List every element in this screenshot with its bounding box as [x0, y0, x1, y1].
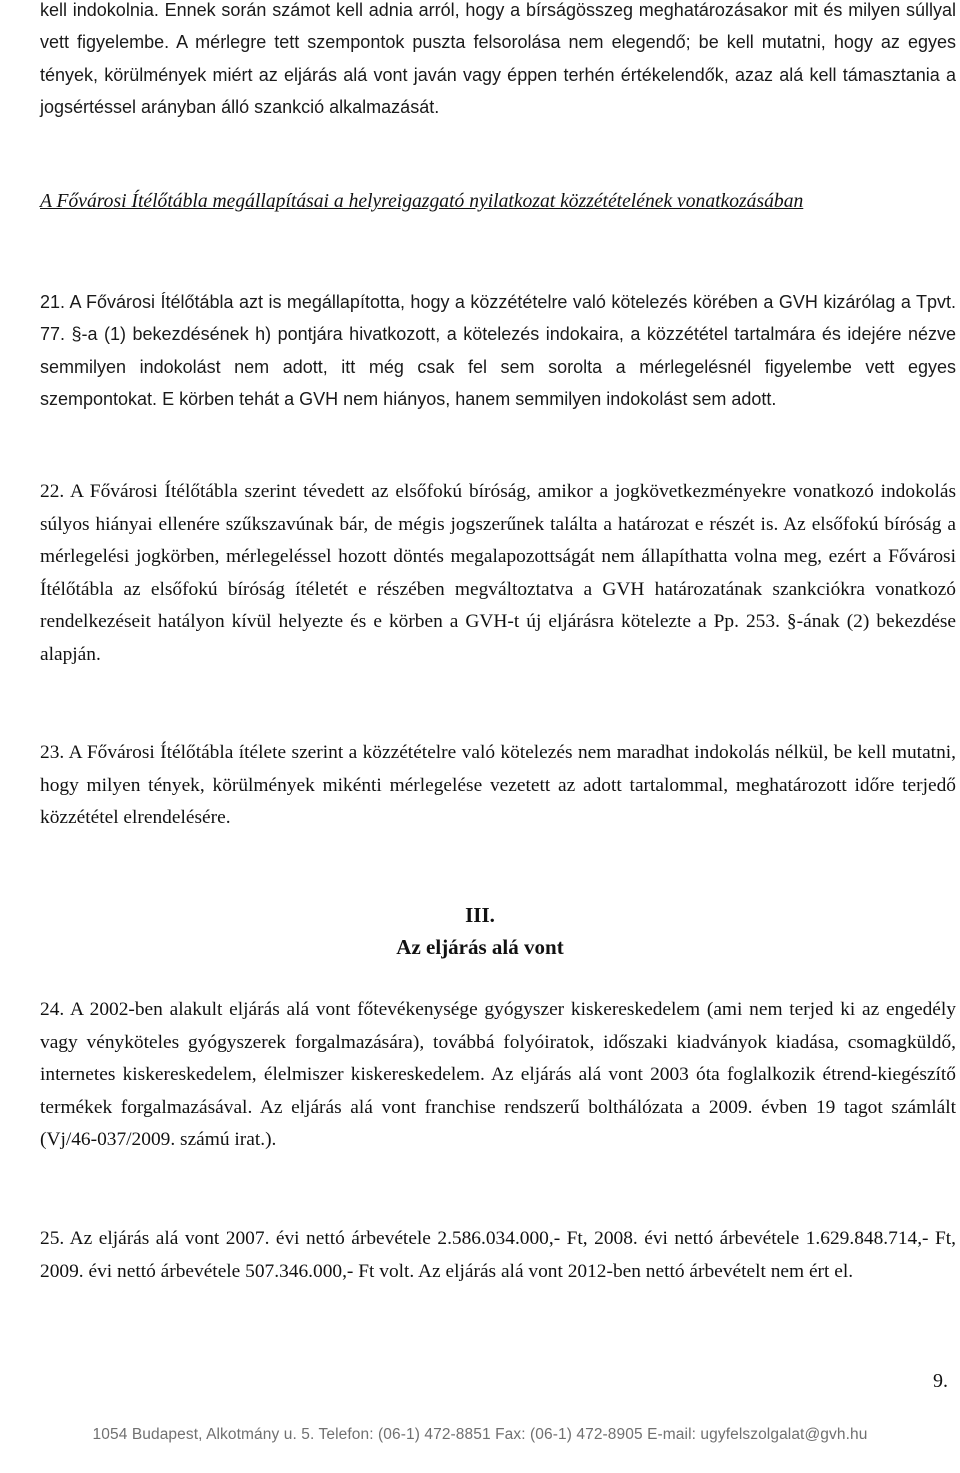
paragraph-text: A Fővárosi Ítélőtábla azt is megállapította, hogy a közzétételre való kötelezés körében a GVH kizárólag a Tpvt. 77. §-a (1) bekezdésének h) pontjára hivatkozott, a kötelezés indokaira, a közzététel tartalmára és idejére nézve semmilyen indokolást nem adott, itt még csak fel sem sorolta a mérlegelésnél figyelembe vett egyes szempontokat. E körben tehát a GVH nem hiányos, hanem semmilyen indokolást sem adott.	[40, 292, 956, 409]
paragraph-number: 23.	[40, 742, 65, 763]
paragraph-24	[40, 994, 956, 1157]
page-footer: 1054 Budapest, Alkotmány u. 5. Telefon: (06-1) 472-8851 Fax: (06-1) 472-8905 E-mail: ugyfelszolgalat@gvh.hu	[92, 1426, 868, 1443]
paragraph-23	[40, 737, 956, 835]
subheading-text: A Fővárosi Ítélőtábla megállapításai a helyreigazgató nyilatkozat közzétételének vonatkozásában	[40, 191, 804, 212]
paragraph-21	[40, 286, 956, 415]
section-numeral: III.	[465, 903, 495, 927]
paragraph-25	[40, 1223, 956, 1288]
section-subheading	[40, 186, 840, 217]
paragraph-number: 21.	[40, 292, 66, 312]
paragraph-number: 25.	[40, 1228, 65, 1249]
section-title: Az eljárás alá vont	[396, 935, 564, 959]
paragraph-text: Az eljárás alá vont 2007. évi nettó árbevétele 2.586.034.000,- Ft, 2008. évi nettó árbevétele 1.629.848.714,- Ft, 2009. évi nettó árbevétele 507.346.000,- Ft volt. Az eljárás alá vont 2012-ben nettó árbevételt nem ért el.	[40, 1228, 956, 1282]
paragraph-number: 24.	[40, 999, 65, 1020]
intro-paragraph-text: kell indokolnia. Ennek során számot kell adnia arról, hogy a bírságösszeg meghatározásakor mit és milyen súllyal vett figyelembe. A mérlegre tett szempontok puszta felsorolása nem elegendő; be kell mutatni, hogy az egyes tények, körülmények miért az eljárás alá vont javán vagy éppen terhén értékelendők, azaz alá kell támasztania a jogsértéssel arányban álló szankció alkalmazását.	[40, 0, 956, 117]
paragraph-text: A 2002-ben alakult eljárás alá vont főtevékenysége gyógyszer kiskereskedelem (ami nem terjed ki az engedély vagy vényköteles gyógyszerek forgalmazására), továbbá folyóiratok, időszaki kiadványok kiadása, csomagküldő, internetes kiskereskedelem, élelmiszer kiskereskedelem. Az eljárás alá vont 2003 óta foglalkozik étrend-kiegészítő termékek forgalmazásával. Az eljárás alá vont franchise rendszerű bolthálózata a 2009. évben 19 tagot számlált (Vj/46-037/2009. számú irat.).	[40, 999, 956, 1150]
paragraph-22	[40, 476, 956, 671]
paragraph-text: A Fővárosi Ítélőtábla szerint tévedett az elsőfokú bíróság, amikor a jogkövetkezményekre vonatkozó indokolás súlyos hiányai ellenére szűkszavúnak bár, de mégis jogszerűnek találta a határozat e részét is. Az elsőfokú bíróság a mérlegelési jogkörben, mérlegeléssel hozott döntés megalapozottságát nem állapíthatta volna meg, ezért a Fővárosi Ítélőtábla az elsőfokú bíróság ítéletét e részében megváltoztatva a GVH határozatának szankciókra vonatkozó rendelkezéseit hatályon kívül helyezte és e körben a GVH-t új eljárásra kötelezte a Pp. 253. §-ának (2) bekezdése alapján.	[40, 481, 957, 665]
paragraph-text: A Fővárosi Ítélőtábla ítélete szerint a közzétételre való kötelezés nem maradhat indokolás nélkül, be kell mutatni, hogy milyen tények, körülmények mikénti mérlegelése vezetett az adott tartalommal, meghatározott időre terjedő közzététel elrendelésére.	[40, 742, 956, 828]
paragraph-number: 22.	[40, 481, 65, 502]
intro-paragraph	[40, 0, 956, 123]
page-number: 9.	[933, 1370, 948, 1392]
